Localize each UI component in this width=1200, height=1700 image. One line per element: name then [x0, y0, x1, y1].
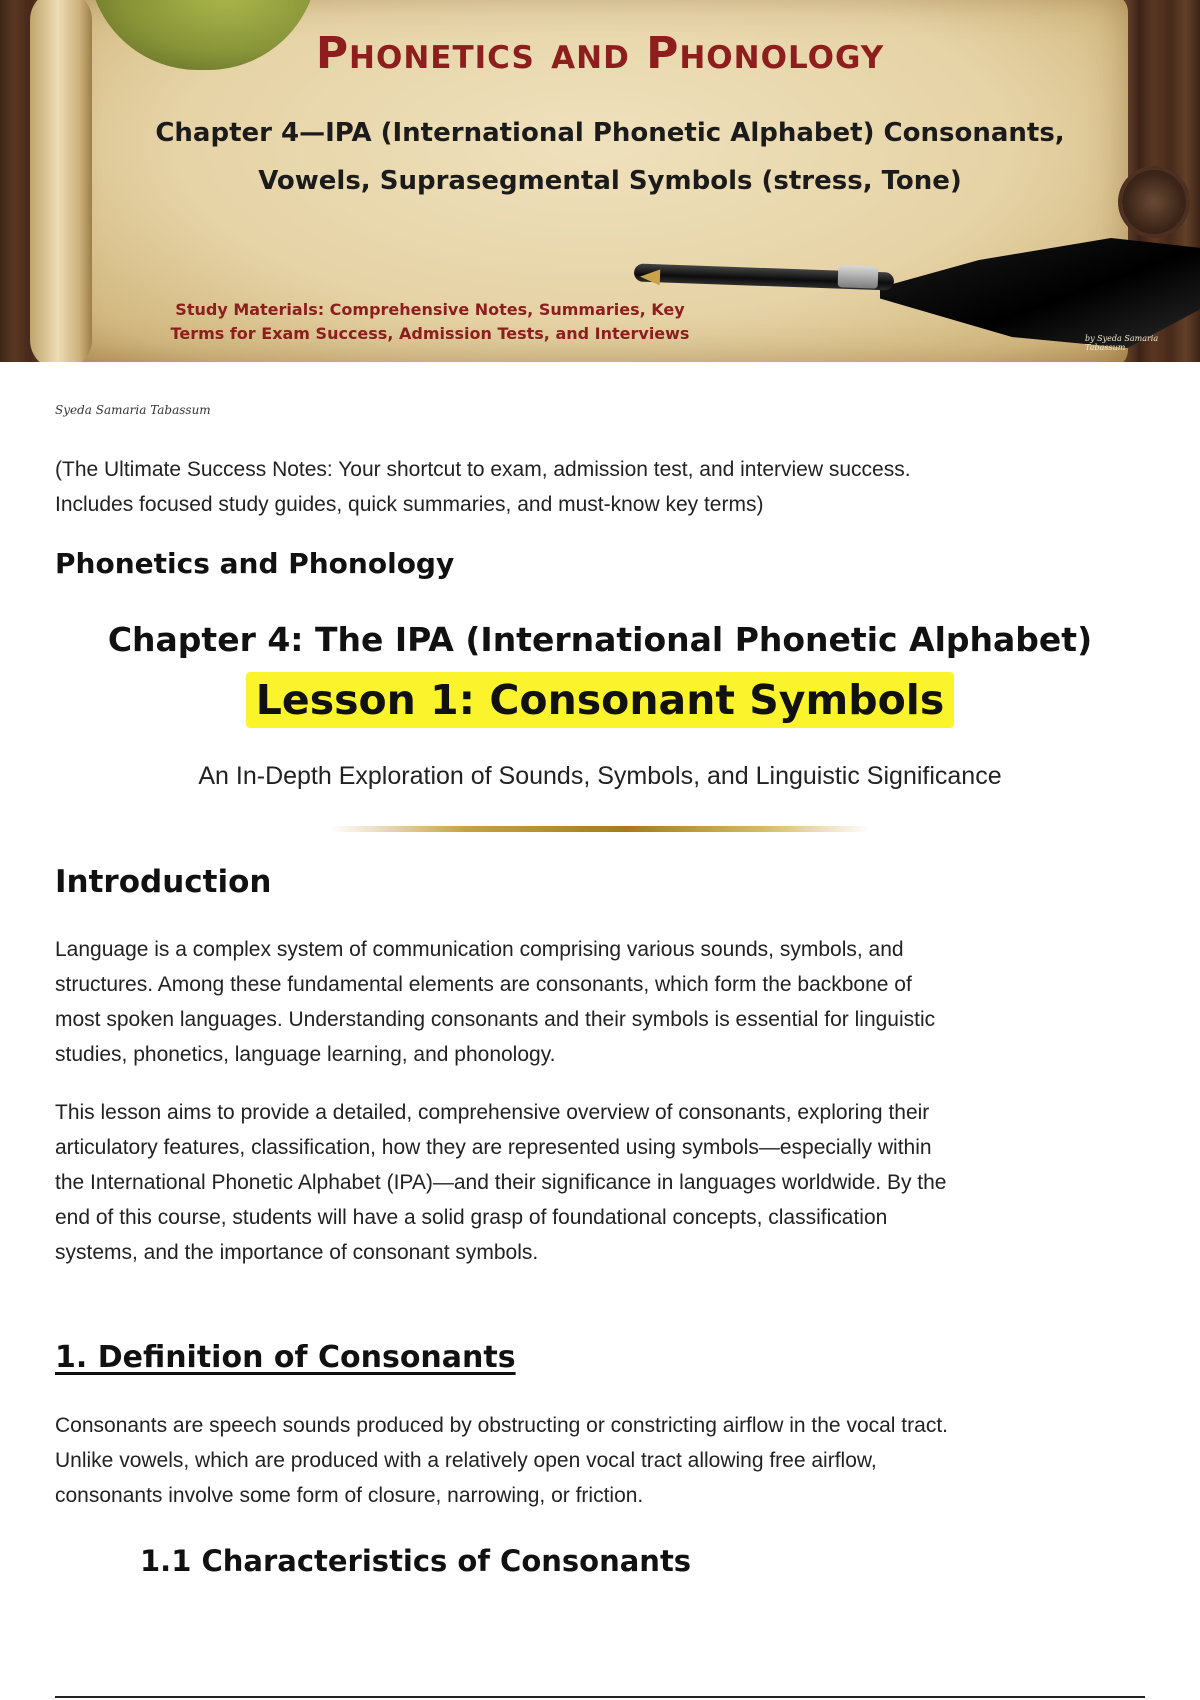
paragraph-line: Unlike vowels, which are produced with a relatively open vocal tract allowing free airflow, — [55, 1449, 877, 1472]
bottom-rule — [55, 1696, 1145, 1698]
banner-study-line2: Terms for Exam Success, Admission Tests, and Interviews — [170, 324, 690, 343]
pen-band — [838, 265, 879, 288]
section1-subheading: 1.1 Characteristics of Consonants — [140, 1544, 692, 1578]
banner-subtitle-line2: Vowels, Suprasegmental Symbols (stress, Tone) — [258, 166, 962, 196]
paragraph-line: Language is a complex system of communication comprising various sounds, symbols, and — [55, 938, 904, 961]
pen-nib-icon — [640, 269, 661, 286]
header-banner — [0, 0, 1200, 362]
introduction-paragraph-2 — [55, 1095, 1155, 1270]
intro-note-line: (The Ultimate Success Notes: Your shortcut to exam, admission test, and interview success. — [55, 458, 911, 481]
banner-study-line1: Study Materials: Comprehensive Notes, Summaries, Key — [175, 300, 685, 319]
banner-signature: by Syeda Samaria Tabassum — [1085, 334, 1159, 352]
course-title: Phonetics and Phonology — [55, 547, 455, 580]
lesson-title-wrap — [0, 672, 1200, 728]
banner-subtitle-line1: Chapter 4—IPA (International Phonetic Alphabet) Consonants, — [155, 118, 1065, 148]
intro-note-line: Includes focused study guides, quick summaries, and must-know key terms) — [55, 493, 764, 516]
gold-divider — [330, 826, 870, 832]
section1-paragraph — [55, 1408, 1155, 1513]
introduction-heading: Introduction — [55, 864, 272, 900]
wax-seal-icon — [1122, 170, 1186, 234]
paragraph-line: the International Phonetic Alphabet (IPA)—and their significance in languages worldwide. By the — [55, 1171, 947, 1194]
paragraph-line: structures. Among these fundamental elements are consonants, which form the backbone of — [55, 973, 912, 996]
paragraph-line: This lesson aims to provide a detailed, comprehensive overview of consonants, exploring their — [55, 1101, 930, 1124]
intro-note — [55, 452, 1155, 522]
paragraph-line: articulatory features, classification, how they are represented using symbols—especially within — [55, 1136, 932, 1159]
section1-heading: 1. Definition of Consonants — [55, 1340, 516, 1375]
tagline: An In-Depth Exploration of Sounds, Symbols, and Linguistic Significance — [198, 762, 1002, 790]
introduction-paragraph-1 — [55, 932, 1155, 1072]
paragraph-line: most spoken languages. Understanding consonants and their symbols is essential for linguistic — [55, 1008, 936, 1031]
paragraph-line: Consonants are speech sounds produced by obstructing or constricting airflow in the vocal tract. — [55, 1414, 948, 1437]
paragraph-line: systems, and the importance of consonant symbols. — [55, 1241, 539, 1264]
paragraph-line: end of this course, students will have a solid grasp of foundational concepts, classification — [55, 1206, 888, 1229]
banner-title: Phonetics and Phonology — [315, 28, 885, 79]
chapter-title: Chapter 4: The IPA (International Phonetic Alphabet) — [107, 620, 1093, 659]
paragraph-line: consonants involve some form of closure, narrowing, or friction. — [55, 1484, 644, 1507]
lesson-title: Lesson 1: Consonant Symbols — [246, 672, 954, 728]
author-signature: Syeda Samaria Tabassum — [55, 403, 211, 417]
paragraph-line: studies, phonetics, language learning, and phonology. — [55, 1043, 556, 1066]
